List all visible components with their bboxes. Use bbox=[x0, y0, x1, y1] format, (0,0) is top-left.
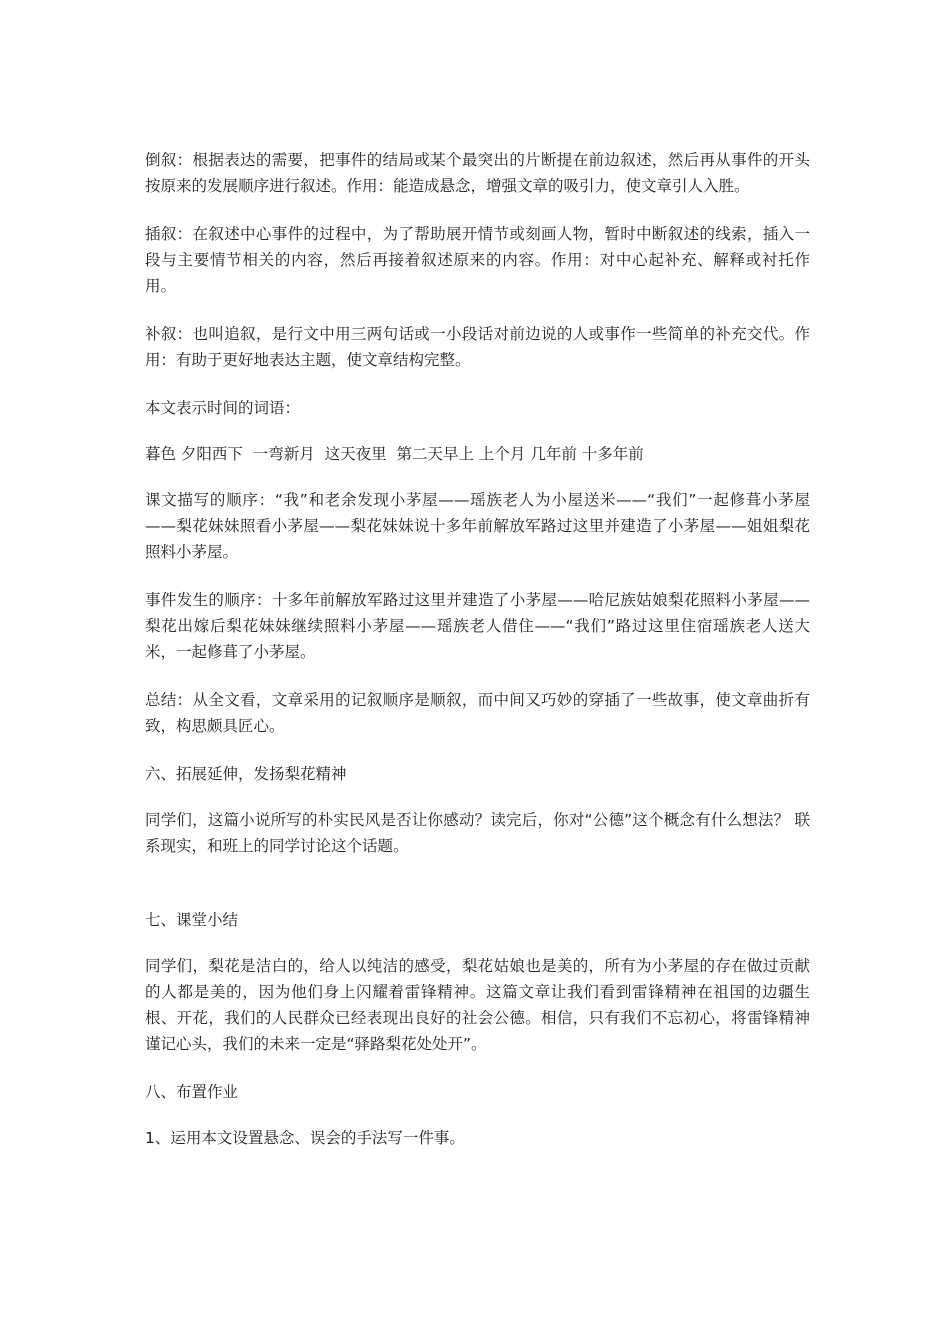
document-body bbox=[145, 147, 810, 1173]
homework-item-1: 1、运用本文设置悬念、误会的手法写一件事。 bbox=[145, 1129, 465, 1147]
time-words-list bbox=[145, 441, 810, 467]
paragraph-daoxu: 倒叙：根据表达的需要，把事件的结局或某个最突出的片断提在前边叙述，然后再从事件的开头按原来的发展顺序进行叙述。作用：能造成悬念，增强文章的吸引力，使文章引人入胜。 bbox=[145, 151, 810, 195]
time-words-text: 暮色 夕阳西下 一弯新月 这天夜里 第二天早上 上个月 几年前 十多年前 bbox=[145, 445, 644, 463]
section-7-body: 同学们，梨花是洁白的，给人以纯洁的感受，梨花姑娘也是美的，所有为小茅屋的存在做过贡献的人都是美的，因为他们身上闪耀着雷锋精神。这篇文章让我们看到雷锋精神在祖国的边疆生根、开花，我们的人民群众已经表现出良好的社会公德。相信，只有我们不忘初心，将雷锋精神谨记心头，我们的未来一定是“驿路梨花处处开”。 bbox=[145, 957, 810, 1053]
paragraph-chaxu: 插叙：在叙述中心事件的过程中，为了帮助展开情节或刻画人物，暂时中断叙述的线索，插入一段与主要情节相关的内容，然后再接着叙述原来的内容。作用：对中心起补充、解释或衬托作用。 bbox=[145, 225, 810, 295]
section-7-heading: 七、课堂小结 bbox=[145, 911, 239, 929]
section-8-heading: 八、布置作业 bbox=[145, 1083, 239, 1101]
paragraph-event-order: 事件发生的顺序：十多年前解放军路过这里并建造了小茅屋——哈尼族姑娘梨花照料小茅屋——梨花出嫁后梨花妹妹继续照料小茅屋——瑶族老人借住——“我们”路过这里住宿瑶族老人送大米，一起修葺了小茅屋。 bbox=[145, 591, 810, 661]
paragraph-text-order: 课文描写的顺序：“我”和老余发现小茅屋——瑶族老人为小屋送米——“我们”一起修葺小茅屋——梨花妹妹照看小茅屋——梨花妹妹说十多年前解放军路过这里并建造了小茅屋——姐姐梨花照料小茅屋。 bbox=[145, 491, 810, 561]
section-6-heading: 六、拓展延伸，发扬梨花精神 bbox=[145, 765, 347, 783]
paragraph-summary: 总结：从全文看，文章采用的记叙顺序是顺叙，而中间又巧妙的穿插了一些故事，使文章曲折有致，构思颇具匠心。 bbox=[145, 691, 810, 735]
time-words-intro: 本文表示时间的词语： bbox=[145, 399, 301, 417]
paragraph-buxu: 补叙：也叫追叙，是行文中用三两句话或一小段话对前边说的人或事作一些简单的补充交代。作用：有助于更好地表达主题，使文章结构完整。 bbox=[145, 325, 810, 369]
section-6-body: 同学们，这篇小说所写的朴实民风是否让你感动？读完后，你对“公德”这个概念有什么想法？ 联系现实，和班上的同学讨论这个话题。 bbox=[145, 811, 810, 855]
